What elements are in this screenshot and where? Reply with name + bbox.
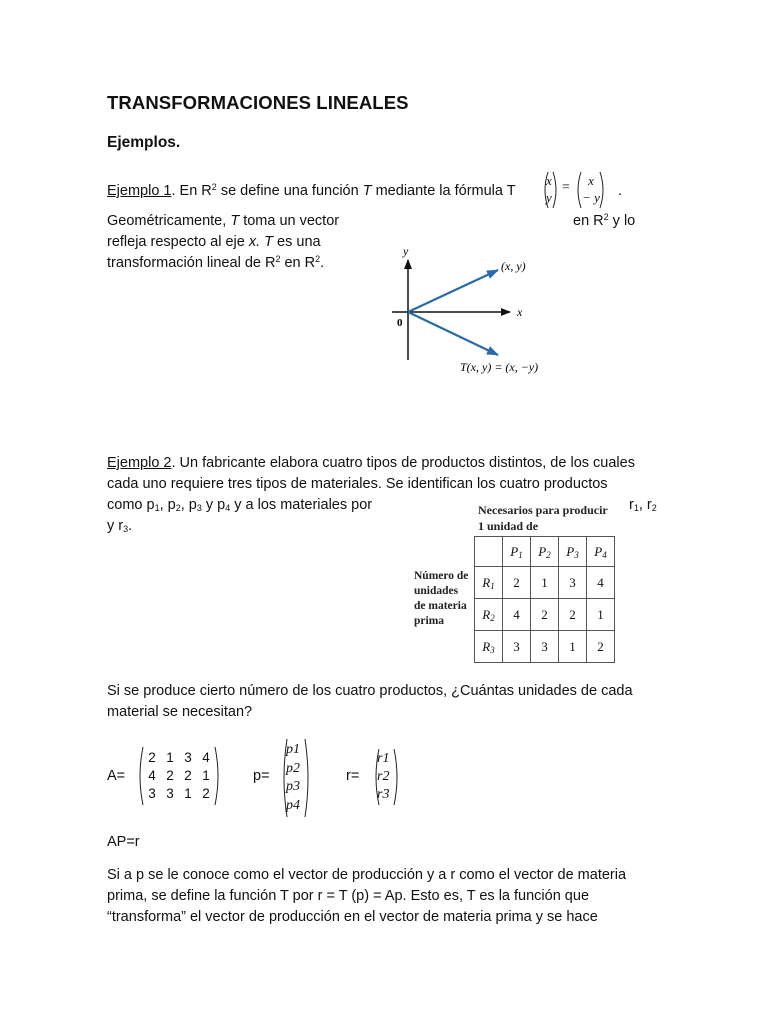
table-cell: 1 <box>531 567 559 599</box>
ej2-line4: y $r_3$. <box>107 518 133 534</box>
ej1-label: Ejemplo 1 <box>107 183 172 199</box>
matrix-a <box>136 746 222 806</box>
ej1-line2-right: en $R^2$ y lo <box>573 212 636 229</box>
table-cell: 4 <box>503 599 531 631</box>
vector-xy-x: x <box>546 173 552 188</box>
vector-p <box>280 738 312 818</box>
ej1-line2: Geométricamente, T toma un vector <box>107 213 340 229</box>
vector-r-entry: r3 <box>377 787 390 802</box>
matrix-cell: 3 <box>148 786 156 801</box>
col-header: $P_1$ <box>503 537 531 567</box>
page-title: TRANSFORMACIONES LINEALES <box>107 92 409 113</box>
vector-p-entry: p3 <box>286 779 300 794</box>
ap-equation: AP=r <box>107 834 140 850</box>
matrix-cell: 1 <box>184 786 192 801</box>
vector-r <box>372 748 401 806</box>
vector-out-negy: − y <box>582 190 600 205</box>
ej1-period: . <box>618 183 623 199</box>
lower-point-label: T(x, y) = (x, −y) <box>460 360 539 374</box>
ej2-line1: Ejemplo 2. Un fabricante elabora cuatro tipos de productos distintos, de los cuales <box>107 455 635 471</box>
matrix-cell: 3 <box>184 750 192 765</box>
ej2-line3-right: $r_1$, $r_2$ <box>629 497 657 513</box>
table-cell: 4 <box>587 567 615 599</box>
equals-sign: = <box>562 180 570 195</box>
table-cell: 3 <box>531 631 559 663</box>
section-subtitle: Ejemplos. <box>107 134 181 151</box>
vector-arrow-reflected <box>408 312 498 355</box>
vector-p-entry: p1 <box>286 742 300 757</box>
origin-label: 0 <box>397 317 403 329</box>
row-header: $R_3$ <box>475 631 503 663</box>
x-axis-label: x <box>517 305 523 319</box>
ej1-line4: transformación lineal de $R^2$ en $R^2$. <box>107 254 325 271</box>
ej1-line3: refleja respecto al eje x. T es una <box>107 234 321 250</box>
table-header-row <box>475 537 615 567</box>
table-cell: 2 <box>531 599 559 631</box>
final-line1: Si a p se le conoce como el vector de producción y a r como el vector de materia <box>107 867 627 883</box>
row-header: $R_2$ <box>475 599 503 631</box>
table-cell: 3 <box>559 567 587 599</box>
vector-r-label: r= <box>346 768 360 784</box>
vector-xy-y: y <box>546 190 552 205</box>
matrix-cell: 1 <box>166 750 174 765</box>
table-cell: 2 <box>587 631 615 663</box>
table-cell: 2 <box>503 567 531 599</box>
matrix-cell: 3 <box>166 786 174 801</box>
matrix-a-label: A= <box>107 768 126 784</box>
vector-p-label: p= <box>253 768 270 784</box>
vector-p-entry: p2 <box>286 760 300 776</box>
y-axis-label: y <box>403 244 409 258</box>
vector-xy <box>541 171 560 209</box>
ej2-line3: como $p_1$, $p_2$, $p_3$ y $p_4$ y a los materiales por <box>107 497 373 513</box>
vector-x-negy <box>574 171 607 209</box>
matrix-cell: 4 <box>202 750 210 765</box>
question-line2: material se necesitan? <box>107 704 253 720</box>
matrix-cell: 2 <box>184 768 192 783</box>
table-row <box>475 631 615 663</box>
reflection-figure <box>385 240 575 380</box>
final-line3: “transforma” el vector de producción en el vector de materia prima y se hace <box>107 909 598 925</box>
table-cell: 2 <box>559 599 587 631</box>
table-side-label: Número de unidades de materia prima <box>414 570 469 627</box>
upper-point-label: (x, y) <box>501 259 526 273</box>
col-header: $P_2$ <box>531 537 559 567</box>
col-header: $P_4$ <box>587 537 615 567</box>
ej1-line1: Ejemplo 1. En $R^2$ se define una función T mediante la fórmula T <box>107 182 516 199</box>
vector-arrow-xy <box>408 270 498 312</box>
table-row <box>475 599 615 631</box>
final-line2: prima, se define la función T por r = T (p) = Ap. Esto es, T es la función que <box>107 888 590 904</box>
col-header: $P_3$ <box>559 537 587 567</box>
matrix-cell: 2 <box>166 768 174 783</box>
question-line1: Si se produce cierto número de los cuatro productos, ¿Cuántas unidades de cada <box>107 683 633 699</box>
ej2-label: Ejemplo 2 <box>107 455 172 471</box>
table-cell: 3 <box>503 631 531 663</box>
matrix-cell: 2 <box>202 786 210 801</box>
vector-out-x: x <box>588 173 594 188</box>
vector-r-entry: r2 <box>377 769 390 784</box>
vector-r-entry: r1 <box>377 751 390 766</box>
table-row <box>475 567 615 599</box>
ej2-line2: cada uno requiere tres tipos de materiales. Se identifican los cuatro productos <box>107 476 608 492</box>
table-caption-1: Necesarios para producir <box>478 503 608 517</box>
matrix-cell: 4 <box>148 768 156 783</box>
materials-table <box>474 536 615 663</box>
table-cell: 1 <box>559 631 587 663</box>
row-header: $R_1$ <box>475 567 503 599</box>
table-caption-2: 1 unidad de <box>478 519 539 533</box>
matrix-cell: 2 <box>148 750 156 765</box>
matrix-cell: 1 <box>202 768 210 783</box>
table-cell: 1 <box>587 599 615 631</box>
vector-p-entry: p4 <box>286 797 300 813</box>
